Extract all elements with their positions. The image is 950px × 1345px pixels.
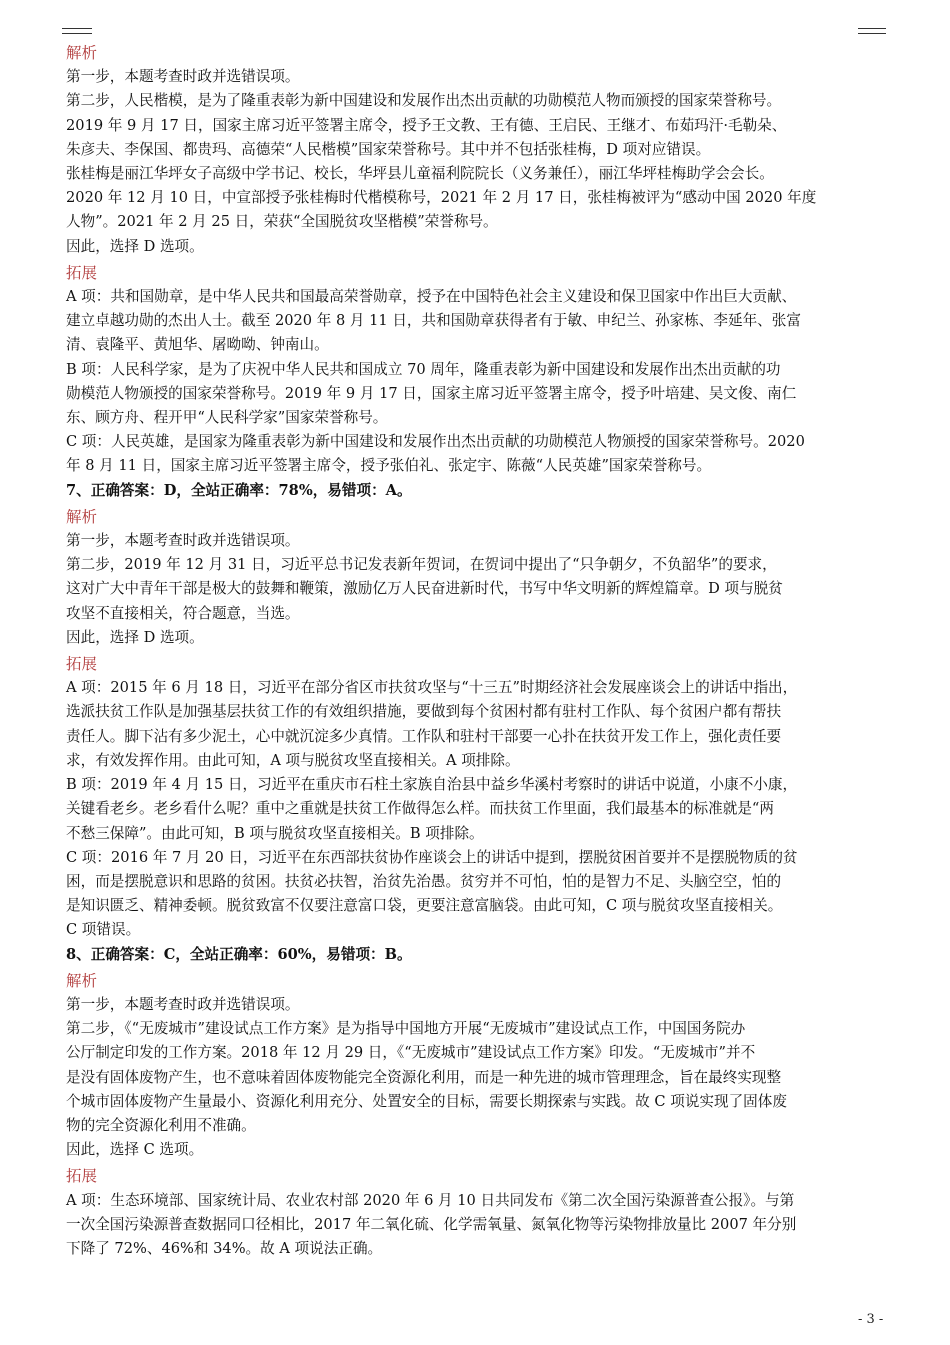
- text-line: 因此，选择 C 选项。: [66, 1141, 204, 1159]
- text-line: 是知识匮乏、精神委顿。脱贫致富不仅要注意富口袋，更要注意富脑袋。由此可知，C 项与脱贫攻坚直接相关。: [66, 897, 783, 915]
- text-line: 一次全国污染源普查数据同口径相比，2017 年二氧化硫、化学需氧量、氮氧化物等污染物排放量比 2007 年分别: [66, 1215, 797, 1233]
- text-line: 第一步，本题考查时政并选错误项。: [66, 995, 300, 1013]
- text-line: 东、顾方舟、程开甲“人民科学家”国家荣誉称号。: [66, 409, 388, 427]
- text-line: 是没有固体废物产生，也不意味着固体废物能完全资源化利用，而是一种先进的城市管理理念，旨在最终实现整: [66, 1068, 782, 1086]
- answer-heading: 7、正确答案：D，全站正确率：78%，易错项：A。: [66, 481, 412, 499]
- text-line: A 项：共和国勋章，是中华人民共和国最高荣誉勋章，授予在中国特色社会主义建设和保卫国家中作出巨大贡献、: [66, 288, 797, 306]
- text-line: 不愁三保障”。由此可知，B 项与脱贫攻坚直接相关。B 项排除。: [66, 824, 484, 842]
- text-line: C 项：人民英雄，是国家为隆重表彰为新中国建设和发展作出杰出贡献的功勋模范人物颁授的国家荣誉称号。2020: [66, 433, 805, 451]
- text-line: 年 8 月 11 日，国家主席习近平签署主席令，授予张伯礼、张定宇、陈薇“人民英雄”国家荣誉称号。: [66, 457, 712, 475]
- section-heading: 解析: [66, 971, 98, 990]
- text-line: 勋模范人物颁授的国家荣誉称号。2019 年 9 月 17 日，国家主席习近平签署主席令，授予叶培建、吴文俊、南仁: [66, 384, 797, 402]
- text-line: 关键看老乡。老乡看什么呢？重中之重就是扶贫工作做得怎么样。而扶贫工作里面，我们最基本的标准就是“两: [66, 800, 774, 818]
- text-line: 因此，选择 D 选项。: [66, 237, 204, 255]
- section-heading: 解析: [66, 507, 98, 526]
- text-line: C 项：2016 年 7 月 20 日，习近平在东西部扶贫协作座谈会上的讲话中提到，摆脱贫困首要并不是摆脱物质的贫: [66, 848, 798, 866]
- text-line: 第一步，本题考查时政并选错误项。: [66, 532, 300, 550]
- answer-heading: 8、正确答案：C，全站正确率：60%，易错项：B。: [66, 945, 412, 963]
- text-line: 张桂梅是丽江华坪女子高级中学书记、校长，华坪县儿童福利院院长（义务兼任），丽江华坪桂梅助学会会长。: [66, 165, 774, 183]
- text-line: 这对广大中青年干部是极大的鼓舞和鞭策，激励亿万人民奋进新时代，书写中华文明新的辉煌篇章。D 项与脱贫: [66, 580, 783, 598]
- header-rule-left: [62, 28, 92, 34]
- text-line: 第二步，《“无废城市”建设试点工作方案》是为指导中国地方开展“无废城市”建设试点工作，中国国务院办: [66, 1020, 746, 1038]
- section-heading: 解析: [66, 44, 98, 62]
- text-line: 第二步，人民楷模，是为了隆重表彰为新中国建设和发展作出杰出贡献的功勋模范人物而颁授的国家荣誉称号。: [66, 92, 782, 110]
- page-number: - 3 -: [858, 1312, 884, 1327]
- text-line: A 项：生态环境部、国家统计局、农业农村部 2020 年 6 月 10 日共同发布《第二次全国污染源普查公报》。与第: [66, 1191, 795, 1209]
- header-rule-right: [858, 28, 886, 34]
- text-line: 2019 年 9 月 17 日，国家主席习近平签署主席令，授予王文教、王有德、王启民、王继才、布茹玛汗·毛勒朵、: [66, 116, 787, 134]
- text-line: 公厅制定印发的工作方案。2018 年 12 月 29 日，《“无废城市”建设试点工作方案》印发。“无废城市”并不: [66, 1044, 756, 1062]
- text-line: C 项错误。: [66, 921, 141, 939]
- text-line: B 项：人民科学家，是为了庆祝中华人民共和国成立 70 周年，隆重表彰为新中国建设和发展作出杰出贡献的功: [66, 360, 781, 378]
- text-line: 第二步，2019 年 12 月 31 日，习近平总书记发表新年贺词，在贺词中提出了“只争朝夕，不负韶华”的要求，: [66, 556, 777, 574]
- section-heading: 拓展: [66, 655, 98, 674]
- text-line: 攻坚不直接相关，符合题意，当选。: [66, 604, 300, 622]
- text-line: 选派扶贫工作队是加强基层扶贫工作的有效组织措施，要做到每个贫困村都有驻村工作队、每个贫困户都有帮扶: [66, 703, 782, 721]
- text-line: 求，有效发挥作用。由此可知，A 项与脱贫攻坚直接相关。A 项排除。: [66, 751, 520, 769]
- section-heading: 拓展: [66, 263, 98, 282]
- text-line: 朱彦夫、李保国、都贵玛、高德荣“人民楷模”国家荣誉称号。其中并不包括张桂梅，D 项对应错误。: [66, 140, 711, 158]
- text-line: 下降了 72%、46%和 34%。故 A 项说法正确。: [66, 1239, 383, 1257]
- text-line: 个城市固体废物产生量最小、资源化利用充分、处置安全的目标，需要长期探索与实践。故 C 项说实现了固体废: [66, 1092, 787, 1110]
- text-line: 困，而是摆脱意识和思路的贫困。扶贫必扶智，治贫先治愚。贫穷并不可怕，怕的是智力不足、头脑空空，怕的: [66, 872, 782, 890]
- text-line: 物的完全资源化利用不准确。: [66, 1116, 256, 1134]
- text-line: 责任人。脚下沾有多少泥土，心中就沉淀多少真情。工作队和驻村干部要一心扑在扶贫开发工作上，强化责任要: [66, 727, 782, 745]
- text-line: B 项：2019 年 4 月 15 日，习近平在重庆市石柱土家族自治县中益乡华溪村考察时的讲话中说道，小康不小康，: [66, 776, 798, 794]
- text-line: 清、袁隆平、黄旭华、屠呦呦、钟南山。: [66, 336, 329, 354]
- text-line: 因此，选择 D 选项。: [66, 628, 204, 646]
- text-line: A 项：2015 年 6 月 18 日，习近平在部分省区市扶贫攻坚与“十三五”时期经济社会发展座谈会上的讲话中指出，: [66, 679, 798, 697]
- text-line: 第一步，本题考查时政并选错误项。: [66, 68, 300, 86]
- text-line: 建立卓越功勋的杰出人士。截至 2020 年 8 月 11 日，共和国勋章获得者有于敏、申纪兰、孙家栋、李延年、张富: [66, 312, 801, 330]
- section-heading: 拓展: [66, 1167, 98, 1186]
- document-body: [66, 41, 886, 1261]
- text-line: 2020 年 12 月 10 日，中宣部授予张桂梅时代楷模称号，2021 年 2 月 17 日，张桂梅被评为“感动中国 2020 年度: [66, 189, 817, 207]
- text-line: 人物”。2021 年 2 月 25 日，荣获“全国脱贫攻坚楷模”荣誉称号。: [66, 213, 498, 231]
